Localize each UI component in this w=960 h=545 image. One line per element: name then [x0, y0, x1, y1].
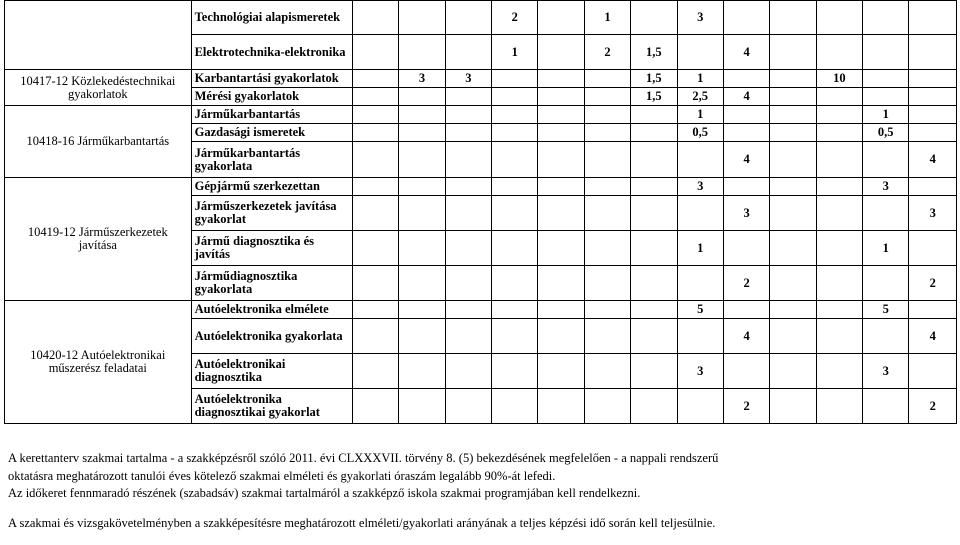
module-name: 10417-12 Közlekedéstechnikai gyakorlatok: [5, 70, 192, 106]
hours-cell: 0,5: [863, 124, 909, 142]
note-line-1: A kerettanterv szakmai tartalma - a szakképzésről szóló 2011. évi CLXXXVII. törvény 8. (5) bekezdésének megfelelően - a nappali rendszerű: [8, 451, 719, 465]
hours-cell: 2: [909, 266, 957, 301]
subject-cell: Járműdiagnosztika gyakorlata: [191, 266, 352, 301]
subject-cell: Karbantartási gyakorlatok: [191, 70, 352, 88]
hours-cell: 4: [723, 35, 769, 70]
hours-cell: 2: [723, 266, 769, 301]
subject-cell: Technológiai alapismeretek: [191, 1, 352, 35]
subject-cell: Elektrotechnika-elektronika: [191, 35, 352, 70]
hours-cell: 1: [677, 106, 723, 124]
table-row: [5, 1, 957, 35]
hours-cell: 0,5: [677, 124, 723, 142]
hours-cell: 5: [677, 301, 723, 319]
hours-cell: 1: [677, 70, 723, 88]
hours-cell: 1,5: [631, 88, 677, 106]
subject-cell: Mérési gyakorlatok: [191, 88, 352, 106]
hours-cell: 2: [492, 1, 538, 35]
hours-cell: 1,5: [631, 70, 677, 88]
module-name: 10420-12 Autóelektronikai műszerész feladatai: [5, 301, 192, 424]
note-line-4: A szakmai és vizsgakövetelményben a szakképesítésre meghatározott elméleti/gyakorlati arányának a teljes képzési idő során kell teljesülnie.: [8, 515, 716, 530]
module-name: 10419-12 Járműszerkezetek javítása: [5, 178, 192, 301]
hours-cell: 3: [677, 1, 723, 35]
table-row: [5, 70, 957, 88]
subject-cell: Jármű diagnosztika és javítás: [191, 231, 352, 266]
hours-cell: 3: [677, 354, 723, 389]
hours-cell: 10: [816, 70, 862, 88]
hours-cell: 1: [863, 231, 909, 266]
hours-cell: 2: [909, 389, 957, 424]
subject-cell: Autóelektronikai diagnosztika: [191, 354, 352, 389]
hours-cell: 2: [584, 35, 630, 70]
hours-cell: 4: [723, 319, 769, 354]
subject-cell: Autóelektronika diagnosztikai gyakorlat: [191, 389, 352, 424]
subject-cell: Gépjármű szerkezettan: [191, 178, 352, 196]
hours-cell: 4: [909, 142, 957, 178]
curriculum-table: [4, 0, 957, 424]
table-row: [5, 301, 957, 319]
hours-cell: 1,5: [631, 35, 677, 70]
hours-cell: 3: [677, 178, 723, 196]
subject-cell: Járműszerkezetek javítása gyakorlat: [191, 196, 352, 231]
note-line-3: Az időkeret fennmaradó részének (szabadsáv) szakmai tartalmáról a szakképző iskola szakmai programjában kell rendelkezni.: [8, 486, 641, 500]
hours-cell: 4: [909, 319, 957, 354]
hours-cell: 3: [723, 196, 769, 231]
table-row: [5, 106, 957, 124]
hours-cell: 1: [677, 231, 723, 266]
subject-cell: Járműkarbantartás gyakorlata: [191, 142, 352, 178]
subject-cell: Autóelektronika gyakorlata: [191, 319, 352, 354]
hours-cell: 3: [863, 178, 909, 196]
subject-cell: Járműkarbantartás: [191, 106, 352, 124]
hours-cell: 3: [399, 70, 445, 88]
note-line-2: oktatásra meghatározott tanulói éves kötelező szakmai elméleti és gyakorlati óraszám legalább 90%-át lefedi.: [8, 468, 556, 483]
subject-cell: Gazdasági ismeretek: [191, 124, 352, 142]
hours-cell: 3: [445, 70, 491, 88]
hours-cell: 4: [723, 142, 769, 178]
notes-section: [8, 450, 956, 532]
hours-cell: 4: [723, 88, 769, 106]
module-cell-empty: [5, 1, 192, 70]
hours-cell: 2: [723, 389, 769, 424]
hours-cell: 2,5: [677, 88, 723, 106]
hours-cell: 1: [492, 35, 538, 70]
subject-cell: Autóelektronika elmélete: [191, 301, 352, 319]
hours-cell: 1: [584, 1, 630, 35]
hours-cell: 1: [863, 106, 909, 124]
hours-cell: 3: [909, 196, 957, 231]
module-name: 10418-16 Járműkarbantartás: [5, 106, 192, 178]
table-row: [5, 178, 957, 196]
hours-cell: 3: [863, 354, 909, 389]
hours-cell: 5: [863, 301, 909, 319]
